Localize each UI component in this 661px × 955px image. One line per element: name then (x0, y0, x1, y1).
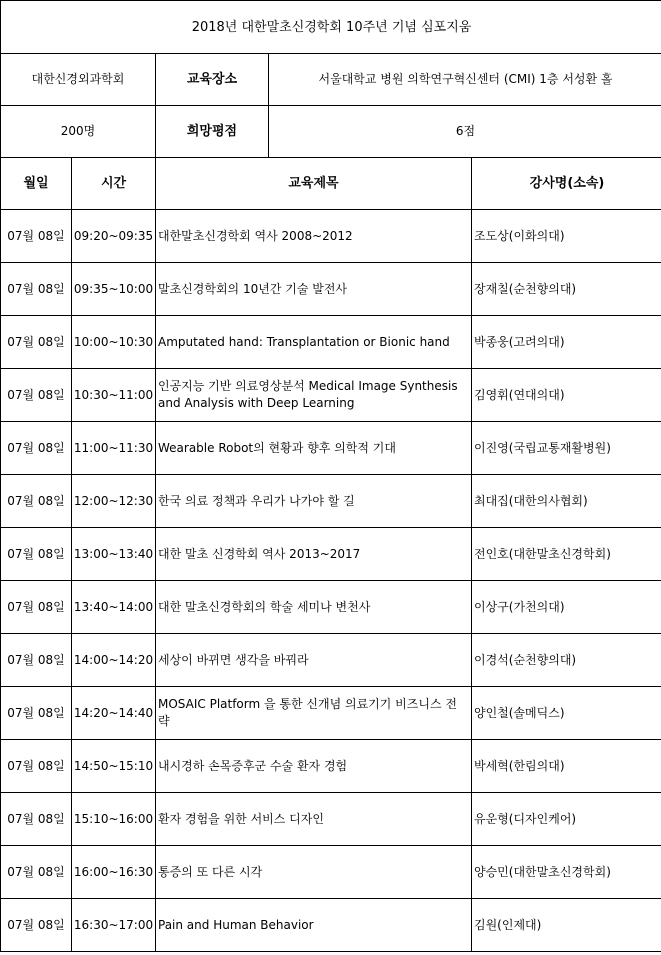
cell-time: 10:30~11:00 (72, 369, 156, 422)
cell-subject: 내시경하 손목증후군 수술 환자 경험 (156, 740, 472, 793)
cell-subject: 대한말초신경학회 역사 2008~2012 (156, 210, 472, 263)
cell-subject: 대한 말초신경학회의 학술 세미나 변천사 (156, 581, 472, 634)
info-row-capacity (1, 106, 661, 158)
cell-subject: 인공지능 기반 의료영상분석 Medical Image Synthesis and Analysis with Deep Learning (156, 369, 472, 422)
cell-time: 09:35~10:00 (72, 263, 156, 316)
col-header-subject: 교육제목 (156, 158, 472, 210)
cell-lecturer: 양인철(솔메딕스) (472, 687, 661, 740)
cell-date: 07월 08일 (1, 316, 72, 369)
cell-lecturer: 박종웅(고려의대) (472, 316, 661, 369)
cell-subject: 세상이 바뀌면 생각을 바꿔라 (156, 634, 472, 687)
venue-label: 교육장소 (156, 54, 269, 106)
cell-subject: 한국 의료 정책과 우리가 나가야 할 길 (156, 475, 472, 528)
capacity-value: 200명 (1, 106, 156, 158)
page-title: 2018년 대한말초신경학회 10주년 기념 심포지움 (1, 1, 661, 54)
cell-date: 07월 08일 (1, 263, 72, 316)
cell-time: 13:00~13:40 (72, 528, 156, 581)
col-header-lecturer: 강사명(소속) (472, 158, 661, 210)
cell-date: 07월 08일 (1, 793, 72, 846)
cell-subject: Amputated hand: Transplantation or Bionic hand (156, 316, 472, 369)
cell-date: 07월 08일 (1, 634, 72, 687)
cell-subject: 대한 말초 신경학회 역사 2013~2017 (156, 528, 472, 581)
cell-date: 07월 08일 (1, 475, 72, 528)
cell-lecturer: 김영휘(연대의대) (472, 369, 661, 422)
cell-subject: Pain and Human Behavior (156, 899, 472, 952)
table-row (1, 793, 661, 846)
cell-time: 14:50~15:10 (72, 740, 156, 793)
cell-time: 13:40~14:00 (72, 581, 156, 634)
cell-date: 07월 08일 (1, 210, 72, 263)
table-row (1, 634, 661, 687)
table-row (1, 687, 661, 740)
cell-lecturer: 양승민(대한말초신경학회) (472, 846, 661, 899)
table-row (1, 263, 661, 316)
cell-date: 07월 08일 (1, 369, 72, 422)
table-row (1, 316, 661, 369)
table-row (1, 581, 661, 634)
cell-subject: MOSAIC Platform 을 통한 신개념 의료기기 비즈니스 전략 (156, 687, 472, 740)
col-header-date: 월일 (1, 158, 72, 210)
cell-time: 12:00~12:30 (72, 475, 156, 528)
cell-time: 15:10~16:00 (72, 793, 156, 846)
cell-time: 16:30~17:00 (72, 899, 156, 952)
table-row (1, 210, 661, 263)
title-row (1, 1, 661, 54)
cell-time: 09:20~09:35 (72, 210, 156, 263)
table-row (1, 740, 661, 793)
table-row (1, 899, 661, 952)
cell-date: 07월 08일 (1, 846, 72, 899)
cell-lecturer: 김원(인제대) (472, 899, 661, 952)
table-row (1, 846, 661, 899)
table-row (1, 528, 661, 581)
cell-lecturer: 이진영(국립교통재활병원) (472, 422, 661, 475)
col-header-time: 시간 (72, 158, 156, 210)
cell-lecturer: 조도상(이화의대) (472, 210, 661, 263)
table-row (1, 369, 661, 422)
column-header-row (1, 158, 661, 210)
cell-date: 07월 08일 (1, 528, 72, 581)
cell-time: 16:00~16:30 (72, 846, 156, 899)
cell-date: 07월 08일 (1, 422, 72, 475)
cell-date: 07월 08일 (1, 899, 72, 952)
cell-time: 14:20~14:40 (72, 687, 156, 740)
organizer-value: 대한신경외과학회 (1, 54, 156, 106)
venue-value: 서울대학교 병원 의학연구혁신센터 (CMI) 1층 서성환 홀 (269, 54, 661, 106)
cell-lecturer: 최대집(대한의사협회) (472, 475, 661, 528)
cell-lecturer: 전인호(대한말초신경학회) (472, 528, 661, 581)
info-row-venue (1, 54, 661, 106)
cell-time: 10:00~10:30 (72, 316, 156, 369)
cell-lecturer: 장재칠(순천향의대) (472, 263, 661, 316)
rating-value: 6점 (269, 106, 661, 158)
cell-date: 07월 08일 (1, 740, 72, 793)
cell-subject: 말초신경학회의 10년간 기술 발전사 (156, 263, 472, 316)
cell-time: 11:00~11:30 (72, 422, 156, 475)
table-row (1, 422, 661, 475)
cell-lecturer: 박세혁(한림의대) (472, 740, 661, 793)
cell-lecturer: 이상구(가천의대) (472, 581, 661, 634)
rating-label: 희망평점 (156, 106, 269, 158)
cell-date: 07월 08일 (1, 581, 72, 634)
cell-subject: 통증의 또 다른 시각 (156, 846, 472, 899)
cell-lecturer: 이경석(순천향의대) (472, 634, 661, 687)
cell-lecturer: 유운형(디자인케어) (472, 793, 661, 846)
cell-date: 07월 08일 (1, 687, 72, 740)
cell-time: 14:00~14:20 (72, 634, 156, 687)
cell-subject: Wearable Robot의 현황과 향후 의학적 기대 (156, 422, 472, 475)
table-row (1, 475, 661, 528)
cell-subject: 환자 경험을 위한 서비스 디자인 (156, 793, 472, 846)
